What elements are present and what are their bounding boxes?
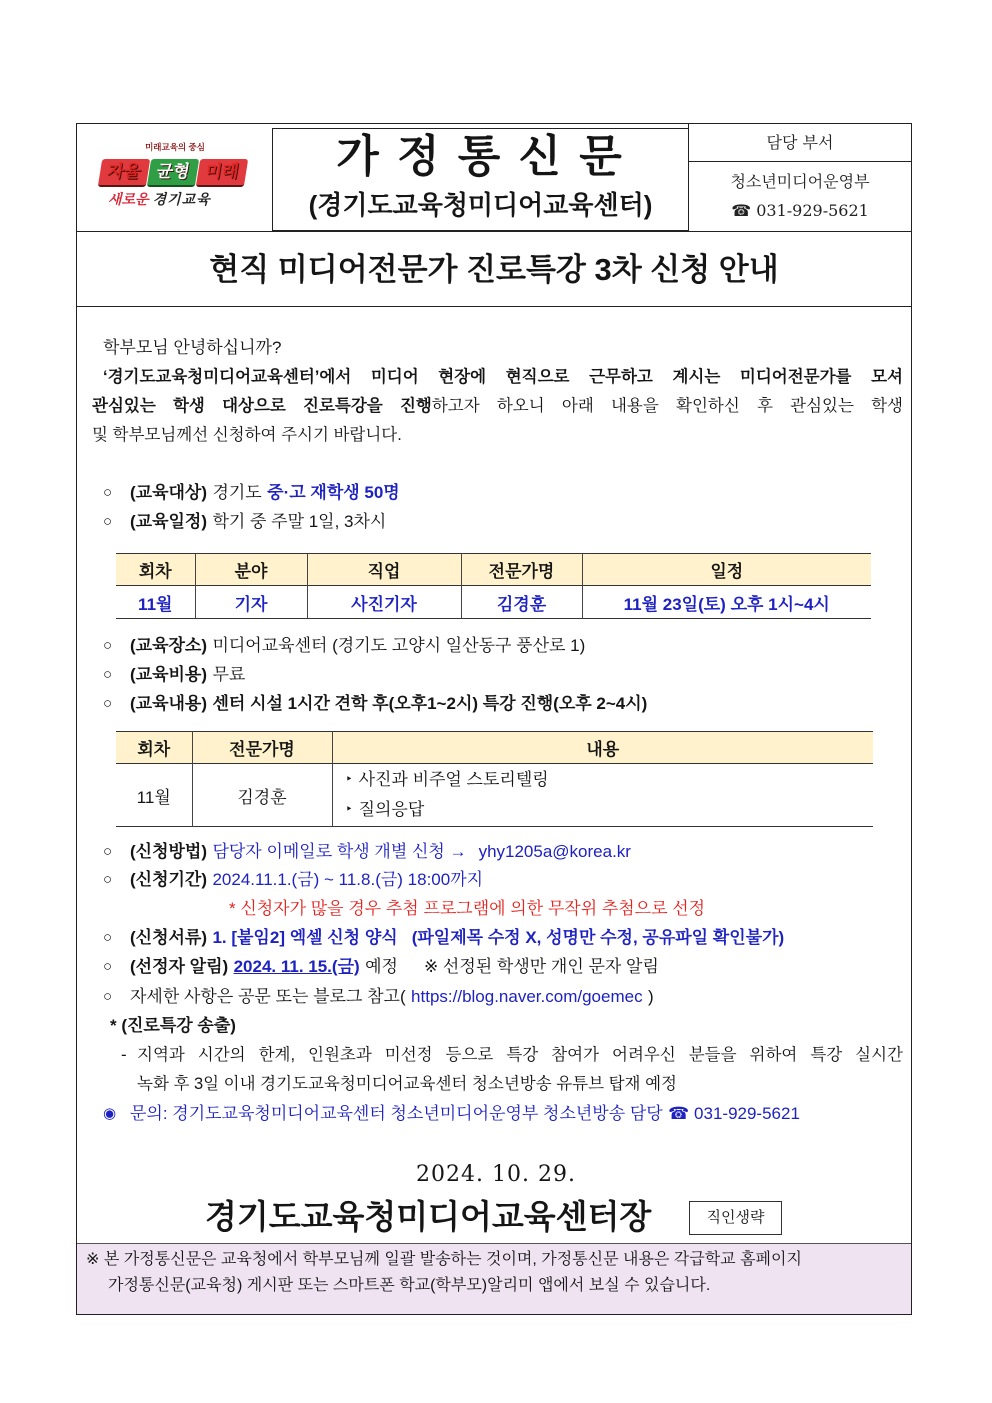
bullet-marker: ○ — [103, 958, 113, 975]
item-label: (교육비용) — [130, 665, 208, 684]
item-label: (교육일정) — [130, 512, 208, 531]
item-value: 미디어교육센터 (경기도 고양시 일산동구 풍산로 1) — [212, 636, 586, 655]
header-session: 회차 — [116, 732, 192, 764]
item-highlight: 중·고 재학생 50명 — [267, 483, 400, 502]
cell-session: 11월 — [116, 586, 195, 619]
item-label: (교육내용) — [130, 694, 208, 713]
bullet-marker: ○ — [103, 871, 113, 888]
intro-line — [103, 364, 903, 390]
item-value: 경기도 — [212, 483, 262, 502]
inquiry-marker-icon: ◉ — [103, 1105, 117, 1122]
signature: 경기도교육청미디어교육센터장 — [205, 1198, 652, 1235]
header-session: 회차 — [116, 554, 195, 586]
item-label: (신청기간) — [130, 870, 208, 889]
logo-tile: 미래 — [196, 159, 248, 187]
cell-expert: 김경훈 — [192, 764, 332, 827]
item-apply-period-text — [130, 867, 483, 893]
intro-line — [92, 393, 903, 419]
intro-text: 하고자 하오니 아래 내용을 확인하신 후 관심있는 학생 — [431, 397, 903, 415]
item-value: 센터 시설 1시간 견학 후(오후1~2시) 특강 진행(오후 2~4시) — [212, 694, 648, 713]
header-date: 일정 — [582, 554, 871, 586]
announce-note: ※ 선정된 학생만 개인 문자 알림 — [423, 957, 659, 976]
item-documents-text — [130, 925, 784, 951]
triangle-bullet-icon: ‣ — [345, 802, 353, 816]
item-location — [0, 633, 992, 659]
broadcast-text: 지역과 시간의 한계, 인원초과 미선정 등으로 특강 참여가 어려우신 분들을 위하여 특강 실시간 — [137, 1046, 903, 1064]
table-row — [116, 764, 873, 827]
item-content — [0, 691, 992, 717]
item-target — [0, 480, 992, 506]
bullet-marker: ○ — [103, 929, 113, 946]
item-label: (신청서류) — [130, 928, 208, 947]
broadcast-dash: - — [121, 1045, 127, 1064]
item-close-paren: ) — [648, 987, 654, 1006]
logo — [100, 159, 247, 186]
topic-text: 사진과 비주얼 스토리텔링 — [358, 770, 549, 789]
broadcast-line: 녹화 후 3일 이내 경기도교육청미디어교육센터 청소년방송 유튜브 탑재 예정 — [137, 1075, 677, 1093]
item-reference-text — [130, 984, 654, 1010]
bullet-marker: ○ — [103, 666, 113, 683]
dept-label: 담당 부서 — [766, 133, 834, 152]
bullet-marker: ○ — [103, 695, 113, 712]
logo-slogan-red: 새로운 — [108, 191, 149, 207]
item-value: 무료 — [212, 665, 246, 684]
document-title: 가 정 통 신 문 — [336, 132, 625, 181]
topic-text: 질의응답 — [358, 800, 425, 819]
intro-bold-text: ‘경기도교육청미디어교육센터’에서 미디어 현장에 현직으로 근무하고 계시는 미디어전문가를 모셔 — [103, 368, 903, 386]
logo-tagline: 미래교육의 중심 — [145, 142, 205, 152]
inquiry — [0, 1101, 992, 1127]
bullet-marker: ○ — [103, 988, 113, 1005]
item-label: (신청방법) — [130, 842, 208, 861]
cell-content — [332, 764, 873, 827]
header-field: 분야 — [195, 554, 307, 586]
notice-title: 현직 미디어전문가 진로특강 3차 신청 안내 — [209, 252, 779, 287]
header-expert: 전문가명 — [192, 732, 332, 764]
dept-row-divider — [688, 161, 912, 162]
item-schedule-text — [130, 509, 386, 535]
logo-tile: 균형 — [147, 159, 199, 187]
item-detail: (파일제목 수정 X, 성명만 수정, 공유파일 확인불가) — [411, 928, 785, 947]
seal-box: 직인생략 — [689, 1201, 782, 1235]
item-documents — [0, 925, 992, 951]
logo-slogan-dark: 경기교육 — [152, 191, 211, 207]
table-header-row — [116, 732, 873, 764]
item-value: 2024.11.1.(금) ~ 11.8.(금) 18:00까지 — [212, 870, 484, 889]
triangle-bullet-icon: ‣ — [345, 772, 353, 786]
announce-date: 2024. 11. 15.(금) — [233, 957, 360, 976]
cell-job: 사진기자 — [307, 586, 461, 619]
table-row — [116, 586, 871, 619]
inquiry-text-block — [130, 1101, 800, 1127]
item-reference — [0, 984, 992, 1010]
item-value: 1. [붙임2] 엑셀 신청 양식 — [212, 928, 398, 947]
header-content: 내용 — [332, 732, 873, 764]
dept-phone: ☎ 031-929-5621 — [731, 201, 869, 220]
cell-date: 11월 23일(토) 오후 1시~4시 — [582, 586, 871, 619]
bullet-marker: ○ — [103, 843, 113, 860]
intro-bold-text: 관심있는 학생 대상으로 진로특강을 진행 — [92, 397, 432, 415]
intro-line: 및 학부모님께선 신청하여 주시기 바랍니다. — [92, 426, 402, 444]
blog-url-link[interactable]: https://blog.naver.com/goemec — [411, 987, 643, 1006]
content-table — [116, 731, 873, 827]
item-cost-text — [130, 662, 245, 688]
greeting: 학부모님 안녕하십니까? — [103, 338, 282, 357]
table-header-row — [116, 554, 871, 586]
item-label: (선정자 알림) — [130, 957, 229, 976]
topic-item — [346, 765, 874, 795]
logo-slogan — [108, 190, 211, 208]
issue-date: 2024. 10. 29. — [416, 1162, 576, 1187]
broadcast-heading: * (진로특강 송출) — [110, 1016, 236, 1035]
footer-line: 가정통신문(교육청) 게시판 또는 스마트폰 학교(학부모)알리미 앱에서 보실 수 있습니다. — [108, 1277, 711, 1294]
contact-email-link[interactable]: yhy1205a@korea.kr — [478, 842, 631, 861]
inquiry-text: 문의: 경기도교육청미디어교육센터 청소년미디어운영부 청소년방송 담당 — [130, 1104, 663, 1123]
cell-expert: 김경훈 — [461, 586, 582, 619]
title-divider — [76, 306, 912, 307]
footer-line: ※ 본 가정통신문은 교육청에서 학부모님께 일괄 발송하는 것이며, 가정통신문 내용은 각급학교 홈페이지 — [86, 1251, 802, 1268]
logo-tile: 자율 — [98, 159, 150, 187]
item-value: 자세한 사항은 공문 또는 블로그 참고( — [130, 987, 406, 1006]
item-apply-method-text — [130, 839, 631, 865]
item-location-text — [130, 633, 585, 659]
item-content-text — [130, 691, 647, 717]
bullet-marker: ○ — [103, 637, 113, 654]
dept-name: 청소년미디어운영부 — [730, 172, 870, 191]
lottery-note: * 신청자가 많을 경우 추첨 프로그램에 의한 무작위 추첨으로 선정 — [229, 899, 706, 918]
topic-item — [346, 795, 874, 825]
item-value: 예정 — [365, 957, 398, 976]
item-value: 학기 중 주말 1일, 3차시 — [212, 512, 387, 531]
inquiry-phone: ☎ 031-929-5621 — [668, 1104, 800, 1123]
header-expert: 전문가명 — [461, 554, 582, 586]
item-cost — [0, 662, 992, 688]
bullet-marker: ○ — [103, 484, 113, 501]
item-label: (교육장소) — [130, 636, 208, 655]
header-divider — [76, 231, 912, 232]
item-label: (교육대상) — [130, 483, 208, 502]
item-announce — [0, 954, 992, 980]
schedule-table — [116, 553, 871, 619]
bullet-marker: ○ — [103, 513, 113, 530]
broadcast-line — [137, 1042, 903, 1068]
item-apply-method — [0, 839, 992, 865]
document-subtitle: (경기도교육청미디어교육센터) — [308, 190, 653, 220]
document-frame — [76, 123, 912, 1315]
item-apply-period — [0, 867, 992, 893]
cell-session: 11월 — [116, 764, 192, 827]
item-schedule — [0, 509, 992, 535]
item-announce-text — [130, 954, 659, 980]
header-job: 직업 — [307, 554, 461, 586]
item-value: 담당자 이메일로 학생 개별 신청 → — [212, 842, 467, 861]
cell-field: 기자 — [195, 586, 307, 619]
item-target-text — [130, 480, 400, 506]
